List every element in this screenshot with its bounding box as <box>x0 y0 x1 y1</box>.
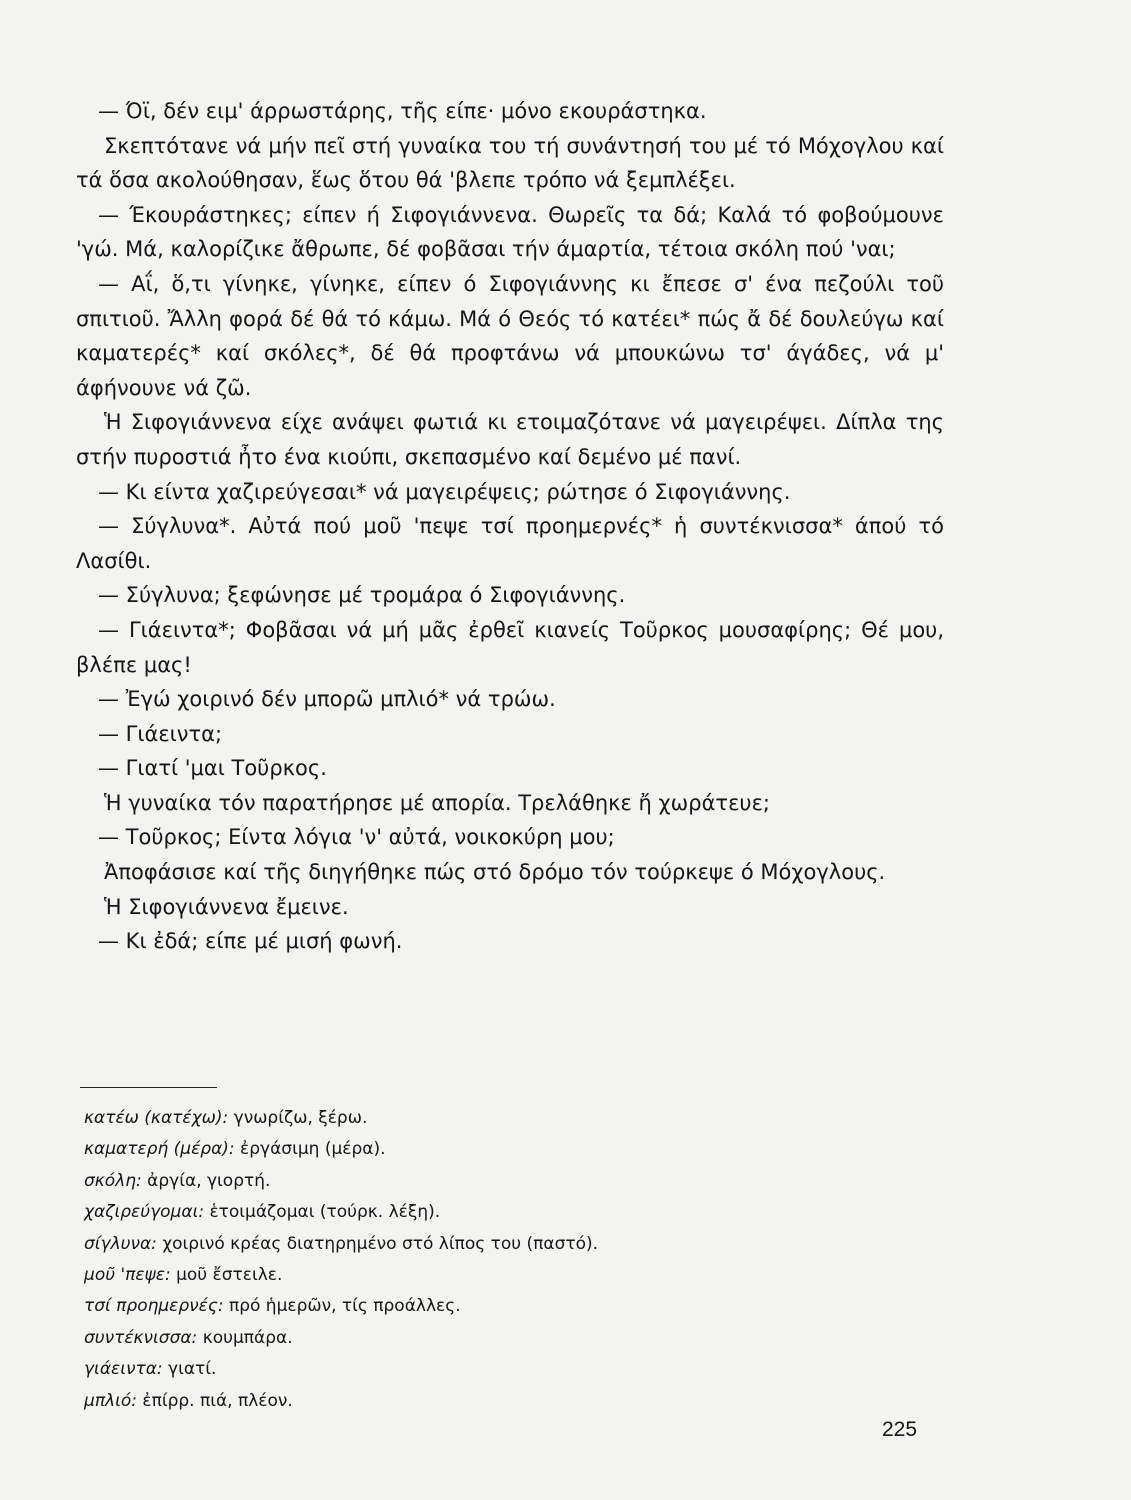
paragraph: — Κι ἐδά; είπε μέ μισή φωνή. <box>98 929 403 954</box>
footnotes <box>84 1103 884 1417</box>
footnote <box>84 1197 884 1228</box>
paragraph: — Γιατί 'μαι Τοῦρκος. <box>98 756 327 781</box>
footnote-term: σκόλη: <box>84 1170 142 1191</box>
footnote-term: καματερή (μέρα): <box>84 1139 235 1160</box>
paragraph: — Γιάειντα; <box>98 721 223 746</box>
footnote-definition: ἑτοιμάζομαι (τούρκ. λέξη). <box>209 1202 441 1223</box>
footnote-term: κατέω (κατέχω): <box>84 1108 229 1128</box>
footnote-separator <box>80 1087 217 1088</box>
footnote-definition: ἐπίρρ. πιά, πλέον. <box>142 1390 293 1411</box>
footnote-definition: ἀργία, γιορτή. <box>147 1170 271 1191</box>
footnote <box>84 1103 884 1134</box>
footnote <box>84 1323 884 1354</box>
paragraph: — Ἐγώ χοιρινό δέν μπορῶ μπλιό* νά τρώω. <box>98 687 556 712</box>
footnote <box>84 1134 884 1165</box>
footnote-term: σίγλυνα: <box>84 1233 157 1254</box>
main-text <box>76 94 944 959</box>
paragraph: — Σύγλυνα*. Αὐτά πού μοῦ 'πεψε τσί προημερνές* ἡ συντέκνισσα* άπού τό Λασίθι. <box>76 514 944 573</box>
paragraph: Ἡ Σιφογιάννενα είχε ανάψει φωτιά κι ετοιμαζότανε νά μαγειρέψει. Δίπλα της στήν πυροστιά ἦτο ένα κιούπι, σκεπασμένο καί δεμένο μέ πανί. <box>76 410 944 469</box>
paragraph: — Γιάειντα*; Φοβᾶσαι νά μή μᾶς ἐρθεῖ κιανείς Τοῦρκος μουσαφίρης; Θέ μου, βλέπε μας! <box>76 617 944 677</box>
footnote-definition: χοιρινό κρέας διατηρημένο στό λίπος του (παστό). <box>162 1233 599 1254</box>
page-number: 225 <box>882 1418 918 1441</box>
footnote-term: συντέκνισσα: <box>84 1327 198 1348</box>
footnote <box>84 1260 884 1291</box>
paragraph: Ἀποφάσισε καί τῆς διηγήθηκε πώς στό δρόμο τόν τούρκεψε ό Μόχογλους. <box>104 860 886 885</box>
footnote-definition: γνωρίζω, ξέρω. <box>233 1108 368 1128</box>
footnote <box>84 1386 884 1417</box>
footnote-term: χαζιρεύγομαι: <box>84 1202 205 1223</box>
footnote-term: μοῦ 'πεψε: <box>84 1265 171 1286</box>
footnote <box>84 1291 884 1322</box>
footnote-term: τσί προημερνές: <box>84 1296 224 1317</box>
paragraph: — Αΐ, ὅ,τι γίνηκε, γίνηκε, είπεν ό Σιφογιάννης κι ἔπεσε σ' ένα πεζούλι τοῦ σπιτιοῦ. Ἄλλη φορά δέ θά τό κάμω. Μά ό Θεός τό κατέει* πώς ἄ δέ δουλεύγω καί καματερές* καί σκόλες*, δέ θά προφτάνω νά μπουκώνω τσ' άγάδες, νά μ' άφήνουνε νά ζῶ. <box>76 271 944 400</box>
paragraph: Ἡ Σιφογιάννενα ἔμεινε. <box>104 894 349 919</box>
footnote-definition: κουμπάρα. <box>202 1327 293 1348</box>
footnote-term: μπλιό: <box>84 1390 137 1411</box>
footnote-definition: πρό ἡμερῶν, τίς προάλλες. <box>228 1296 461 1317</box>
footnote <box>84 1354 884 1385</box>
paragraph: — Κι είντα χαζιρεύγεσαι* νά μαγειρέψεις; ρώτησε ό Σιφογιάννης. <box>98 479 791 504</box>
paragraph: — Σύγλυνα; ξεφώνησε μέ τρομάρα ό Σιφογιάννης. <box>98 583 626 608</box>
paragraph: — Έκουράστηκες; είπεν ή Σιφογιάννενα. Θωρεῖς τα δά; Καλά τό φοβούμουνε 'γώ. Μά, καλορίζικε ἄθρωπε, δέ φοβᾶσαι τήν άμαρτία, τέτοια σκόλη πού 'ναι; <box>76 202 944 262</box>
footnote <box>84 1229 884 1260</box>
footnote-definition: γιατί. <box>168 1359 217 1380</box>
paragraph: Σκεπτότανε νά μήν πεῖ στή γυναίκα του τή συνάντησή του μέ τό Μόχογλου καί τά ὅσα ακολούθησαν, ἕως ὅτου θά 'βλεπε τρόπο νά ξεμπλέξει. <box>76 133 944 193</box>
footnote-definition: μοῦ ἔστειλε. <box>176 1265 283 1286</box>
paragraph: — Όϊ, δέν ειμ' άρρωστάρης, τῆς είπε· μόνο εκουράστηκα. <box>98 99 707 123</box>
paragraph: Ἡ γυναίκα τόν παρατήρησε μέ απορία. Τρελάθηκε ἤ χωράτευε; <box>104 790 770 815</box>
footnote-definition: ἐργάσιμη (μέρα). <box>240 1139 386 1160</box>
footnote <box>84 1166 884 1197</box>
footnote-term: γιάειντα: <box>84 1359 163 1380</box>
paragraph: — Τοῦρκος; Είντα λόγια 'ν' αὐτά, νοικοκύρη μου; <box>98 825 615 850</box>
